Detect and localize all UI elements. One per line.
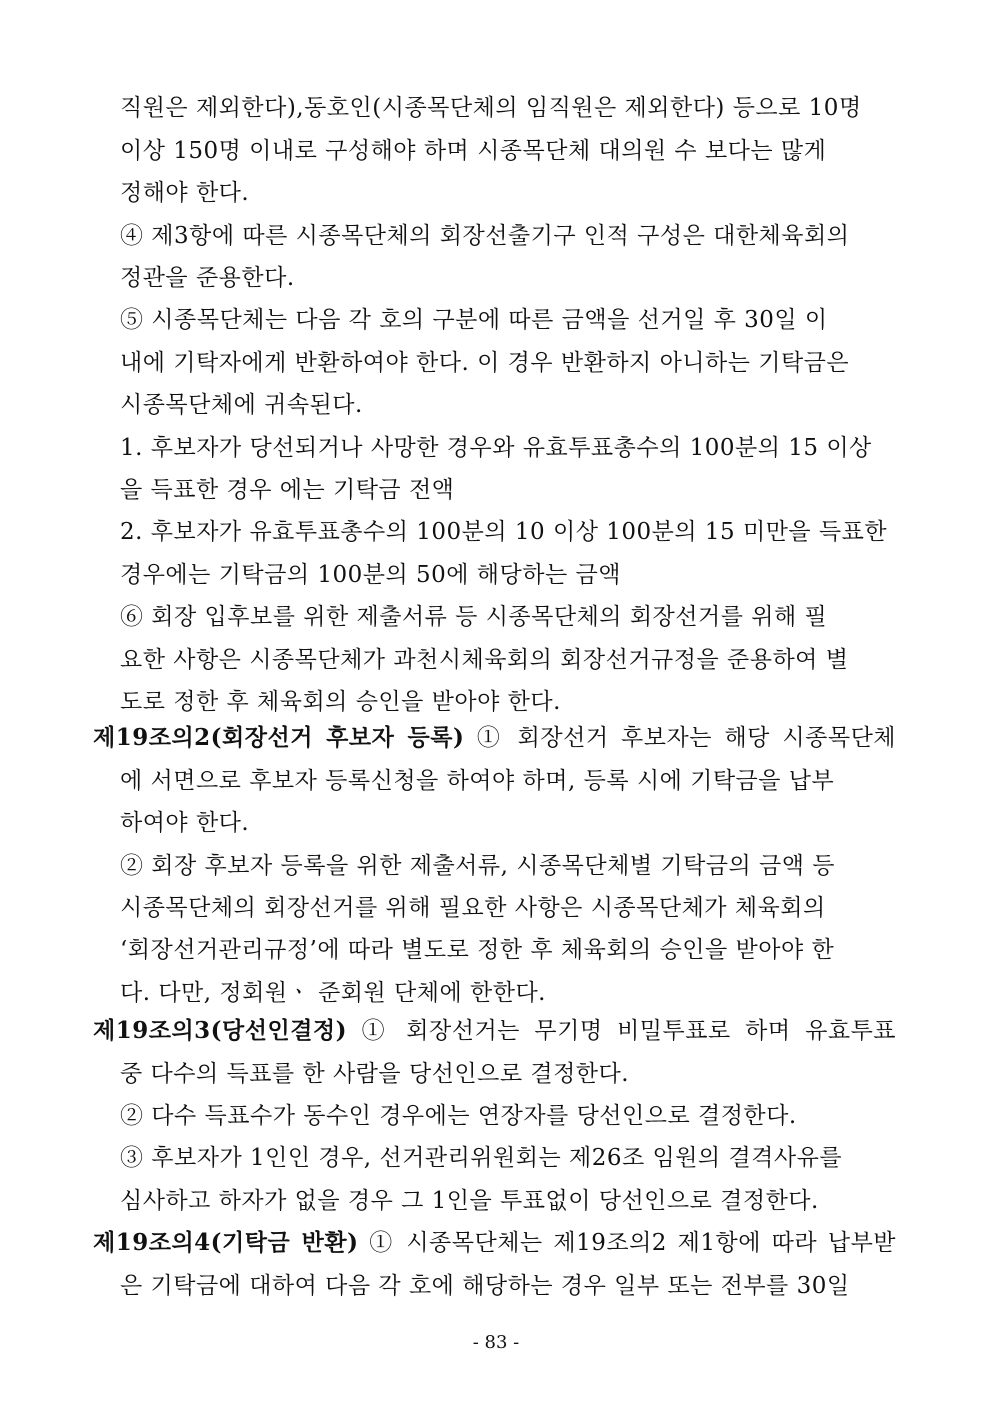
text-line: ② 다수 득표수가 동수인 경우에는 연장자를 당선인으로 결정한다. [120,1103,797,1129]
text-line: 하여야 한다. [120,810,250,836]
text-line: 1. 후보자가 당선되거나 사망한 경우와 유효투표총수의 100분의 15 이상 [120,435,872,461]
text-line: 을 득표한 경우 에는 기탁금 전액 [120,477,455,503]
text-line: 이상 150명 이내로 구성해야 하며 시종목단체 대의원 수 보다는 많게 [120,138,827,164]
text-line: 시종목단체의 회장선거를 위해 필요한 사항은 시종목단체가 체육회의 [120,895,826,921]
text-line: 은 기탁금에 대하여 다음 각 호에 해당하는 경우 일부 또는 전부를 30일 [120,1273,850,1299]
article-19-4-heading: 제19조의4(기탁금 반환) [93,1229,359,1256]
text-line: ④ 제3항에 따른 시종목단체의 회장선출기구 인적 구성은 대한체육회의 [120,223,850,249]
text-line: 요한 사항은 시종목단체가 과천시체육회의 회장선거규정을 준용하여 별 [120,647,849,673]
text-line: 도로 정한 후 체육회의 승인을 받아야 한다. [120,689,561,715]
text-line: 내에 기탁자에게 반환하여야 한다. 이 경우 반환하지 아니하는 기탁금은 [120,350,850,376]
article-19-3-line: 제19조의3(당선인결정) ① 회장선거는 무기명 비밀투표로 하며 유효투표 [93,1017,897,1044]
article-19-3-heading: 제19조의3(당선인결정) [93,1017,348,1044]
text-line: 2. 후보자가 유효투표총수의 100분의 10 이상 100분의 15 미만을 득표한 [120,519,888,545]
article-19-2-line: 제19조의2(회장선거 후보자 등록) ① 회장선거 후보자는 해당 시종목단체 [93,724,897,751]
text-line: ③ 후보자가 1인인 경우, 선거관리위원회는 제26조 임원의 결격사유를 [120,1145,843,1171]
text-line: 정해야 한다. [120,180,250,206]
text-line: ② 회장 후보자 등록을 위한 제출서류, 시종목단체별 기탁금의 금액 등 [120,853,835,879]
article-19-2-heading: 제19조의2(회장선거 후보자 등록) [93,724,465,751]
text-line: 시종목단체에 귀속된다. [120,392,363,418]
text-line: 정관을 준용한다. [120,265,295,291]
text-line: 경우에는 기탁금의 100분의 50에 해당하는 금액 [120,562,621,588]
article-19-4-line: 제19조의4(기탁금 반환) ① 시종목단체는 제19조의2 제1항에 따라 납부받 [93,1229,897,1256]
text-line: 직원은 제외한다),동호인(시종목단체의 임직원은 제외한다) 등으로 10명 [120,95,862,121]
text-line: 심사하고 하자가 없을 경우 그 1인을 투표없이 당선인으로 결정한다. [120,1188,819,1214]
text-line: ⑥ 회장 입후보를 위한 제출서류 등 시종목단체의 회장선거를 위해 필 [120,604,828,630]
text-line: ‘회장선거관리규정’에 따라 별도로 정한 후 체육회의 승인을 받아야 한 [120,937,835,963]
text-line: 다. 다만, 정회원ㆍ 준회원 단체에 한한다. [120,980,546,1006]
page-number: - 83 - [472,1332,520,1353]
text-line: 중 다수의 득표를 한 사람을 당선인으로 결정한다. [120,1061,630,1087]
text-line: ⑤ 시종목단체는 다음 각 호의 구분에 따른 금액을 선거일 후 30일 이 [120,307,828,333]
text-line: 에 서면으로 후보자 등록신청을 하여야 하며, 등록 시에 기탁금을 납부 [120,768,835,794]
